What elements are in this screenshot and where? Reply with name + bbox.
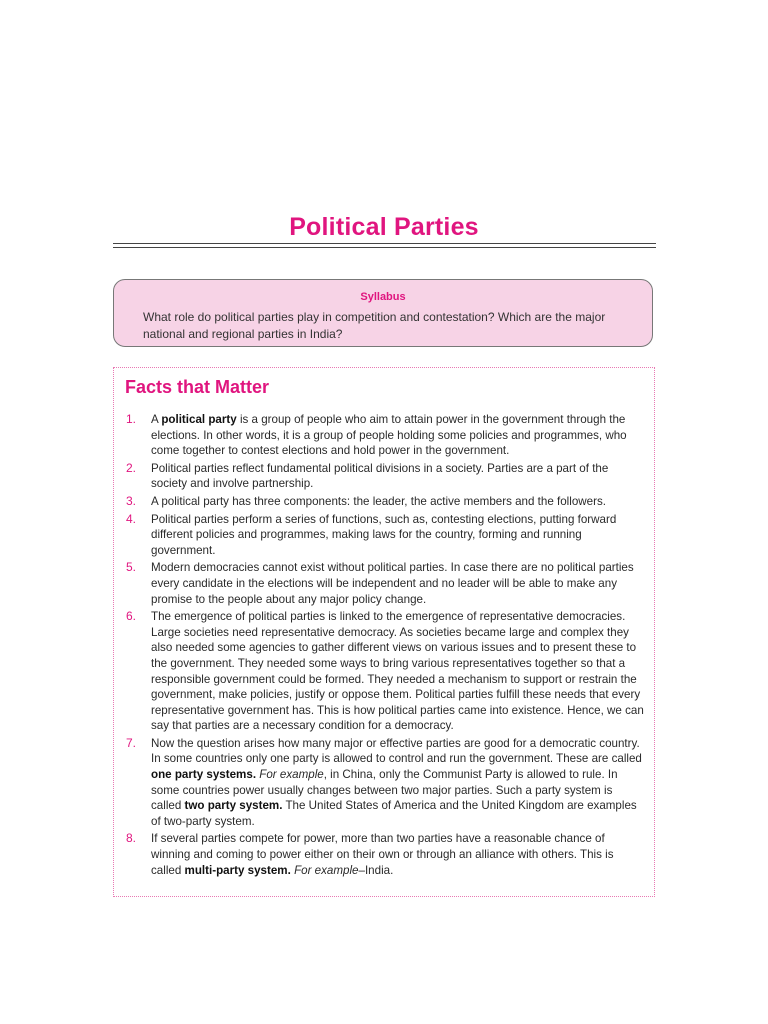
syllabus-heading: Syllabus <box>360 291 406 303</box>
fact-item <box>124 560 644 607</box>
fact-text-segment: A political party has three components: the leader, the active members and the followers. <box>151 494 606 508</box>
key-term: one party systems. <box>151 768 257 782</box>
fact-text-segment: , in China, only the Communist Party is allowed to rule. In some countries power usually changes between two major parties. Such a party system is called <box>151 768 618 813</box>
fact-text <box>151 832 614 876</box>
fact-number: 4. <box>126 511 137 526</box>
title-rule-top <box>113 243 656 244</box>
fact-text-segment: Political parties perform a series of functions, such as, contesting elections, putting forward different policies and programmes, making laws for the country, forming and running government. <box>151 512 617 557</box>
fact-text <box>151 513 616 557</box>
fact-number: 3. <box>126 493 137 508</box>
fact-item <box>124 512 644 559</box>
fact-text-segment: –India. <box>358 863 394 877</box>
fact-number: 6. <box>126 609 137 624</box>
fact-text-segment: is a group of people who aim to attain power in the government through the elections. In other words, it is a group of people holding some policies and programmes, who come together to contest elections and hold power in the government. <box>151 413 627 458</box>
facts-list <box>124 412 644 880</box>
title-rule-bottom <box>113 247 656 248</box>
fact-text <box>151 561 634 605</box>
fact-item <box>124 609 644 734</box>
fact-item <box>124 412 644 459</box>
fact-number: 2. <box>126 460 137 475</box>
fact-item <box>124 736 644 830</box>
fact-text-segment: Modern democracies cannot exist without political parties. In case there are no political parties every candidate in the elections will be independent and no leader will be able to make any promise to the people about any major policy change. <box>151 561 634 606</box>
facts-heading: Facts that Matter <box>125 377 270 397</box>
fact-text-segment: The emergence of political parties is linked to the emergence of representative democracies. Large societies need representative democracy. As societies became large and complex they also needed some agencies to gather different views on various issues and to present these to the government. They needed some ways to bring various representatives together so that a responsible government could be formed. They needed a mechanism to support or restrain the government, make policies, justify or oppose them. Political parties fulfill these needs that every representative government has. This is how political parties came into existence. Hence, we can say that parties are a necessary condition for a democracy. <box>151 610 644 733</box>
key-term: political party <box>161 413 237 426</box>
fact-text-segment: If several parties compete for power, more than two parties have a reasonable chance of winning and coming to power either on their own or through an alliance with others. This is called <box>151 832 614 877</box>
fact-number: 5. <box>126 560 137 575</box>
key-term: multi-party system. <box>184 863 291 877</box>
fact-number: 7. <box>126 735 137 750</box>
fact-text <box>151 462 608 491</box>
page-title: Political Parties <box>289 212 479 241</box>
fact-text-segment: Political parties reflect fundamental political divisions in a society. Parties are a part of the society and involve partnership. <box>151 461 609 491</box>
fact-item <box>124 831 644 878</box>
fact-text-segment: The United States of America and the United Kingdom are examples of two-party system. <box>151 799 637 828</box>
syllabus-box <box>113 279 653 347</box>
fact-text <box>151 737 642 828</box>
fact-number: 8. <box>126 831 137 846</box>
fact-item <box>124 461 644 492</box>
key-term: two party system. <box>184 799 283 813</box>
fact-text <box>151 413 627 457</box>
fact-text-segment: Now the question arises how many major or effective parties are good for a democratic country. In some countries only one party is allowed to control and run the government. These are called <box>151 736 642 766</box>
fact-number: 1. <box>126 412 137 426</box>
facts-box <box>113 367 655 897</box>
fact-text <box>151 610 644 732</box>
example-label: For example <box>294 863 359 877</box>
fact-text <box>151 495 606 508</box>
fact-item <box>124 494 644 510</box>
example-label: For example <box>259 768 324 782</box>
fact-text-segment: A <box>151 413 162 426</box>
syllabus-text: What role do political parties play in competition and contestation? Which are the major national and regional parties in India? <box>143 310 606 341</box>
